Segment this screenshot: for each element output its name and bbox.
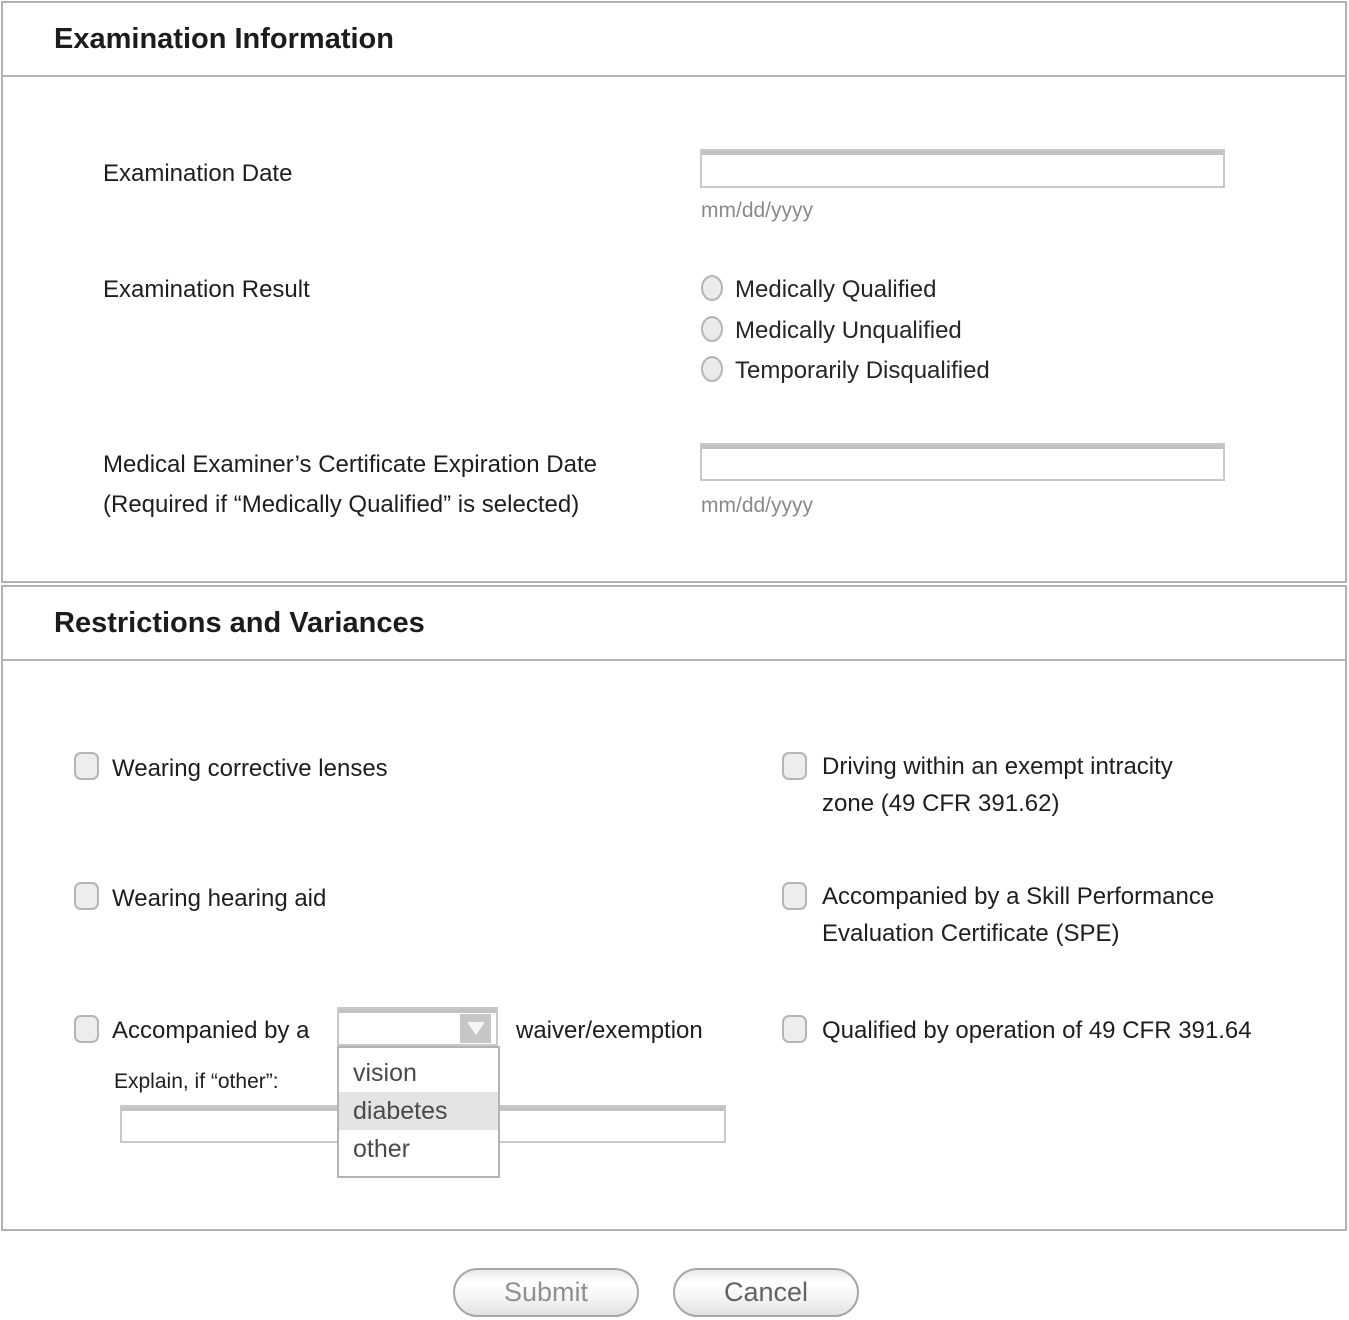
checkbox-waiver-exemption[interactable] xyxy=(74,1015,99,1043)
radio-medically-qualified[interactable] xyxy=(701,275,723,301)
certificate-expiration-input[interactable] xyxy=(700,443,1225,481)
dropdown-option-vision[interactable]: vision xyxy=(353,1058,417,1087)
examination-date-input[interactable] xyxy=(700,149,1225,188)
section-title-restrictions-and-variances: Restrictions and Variances xyxy=(54,606,425,639)
explain-if-other-label: Explain, if “other”: xyxy=(114,1070,279,1093)
waiver-type-select[interactable] xyxy=(337,1007,498,1046)
examination-information-header xyxy=(3,3,1345,77)
certificate-expiration-note: (Required if “Medically Qualified” is selected) xyxy=(103,491,580,518)
checkbox-qualified-cfr-391-64[interactable] xyxy=(782,1015,807,1043)
restrictions-and-variances-header xyxy=(3,587,1345,661)
radio-medically-qualified-label: Medically Qualified xyxy=(735,276,937,303)
waiver-exemption-label-suffix: waiver/exemption xyxy=(516,1017,703,1044)
wearing-corrective-lenses-label: Wearing corrective lenses xyxy=(112,755,388,782)
wearing-hearing-aid-label: Wearing hearing aid xyxy=(112,885,327,912)
submit-button[interactable]: Submit xyxy=(453,1268,639,1317)
section-title-examination-information: Examination Information xyxy=(54,22,394,55)
waiver-select-dropdown-list xyxy=(337,1046,500,1178)
chevron-down-icon xyxy=(467,1022,485,1035)
radio-medically-unqualified[interactable] xyxy=(701,316,723,342)
qualified-cfr-391-64-label: Qualified by operation of 49 CFR 391.64 xyxy=(822,1017,1252,1044)
checkbox-exempt-intracity-zone[interactable] xyxy=(782,752,807,780)
dropdown-option-other[interactable]: other xyxy=(353,1134,410,1163)
radio-medically-unqualified-label: Medically Unqualified xyxy=(735,317,962,344)
examination-date-label: Examination Date xyxy=(103,160,293,187)
certificate-expiration-format-hint: mm/dd/yyyy xyxy=(701,494,814,517)
exempt-intracity-zone-label: Driving within an exempt intracity zone (49 CFR 391.62) xyxy=(822,753,1173,817)
checkbox-wearing-corrective-lenses[interactable] xyxy=(74,752,99,780)
certificate-expiration-label: Medical Examiner’s Certificate Expiration Date xyxy=(103,451,597,478)
waiver-select-arrow-button[interactable] xyxy=(460,1014,491,1043)
dropdown-option-diabetes[interactable]: diabetes xyxy=(339,1092,498,1130)
checkbox-spe-certificate[interactable] xyxy=(782,882,807,910)
cancel-button[interactable]: Cancel xyxy=(673,1268,859,1317)
spe-certificate-label: Accompanied by a Skill Performance Evaluation Certificate (SPE) xyxy=(822,883,1215,947)
examination-result-label: Examination Result xyxy=(103,276,310,303)
waiver-exemption-label-prefix: Accompanied by a xyxy=(112,1017,310,1044)
checkbox-wearing-hearing-aid[interactable] xyxy=(74,882,99,910)
examination-date-format-hint: mm/dd/yyyy xyxy=(701,199,814,222)
radio-temporarily-disqualified-label: Temporarily Disqualified xyxy=(735,357,990,384)
radio-temporarily-disqualified[interactable] xyxy=(701,356,723,382)
